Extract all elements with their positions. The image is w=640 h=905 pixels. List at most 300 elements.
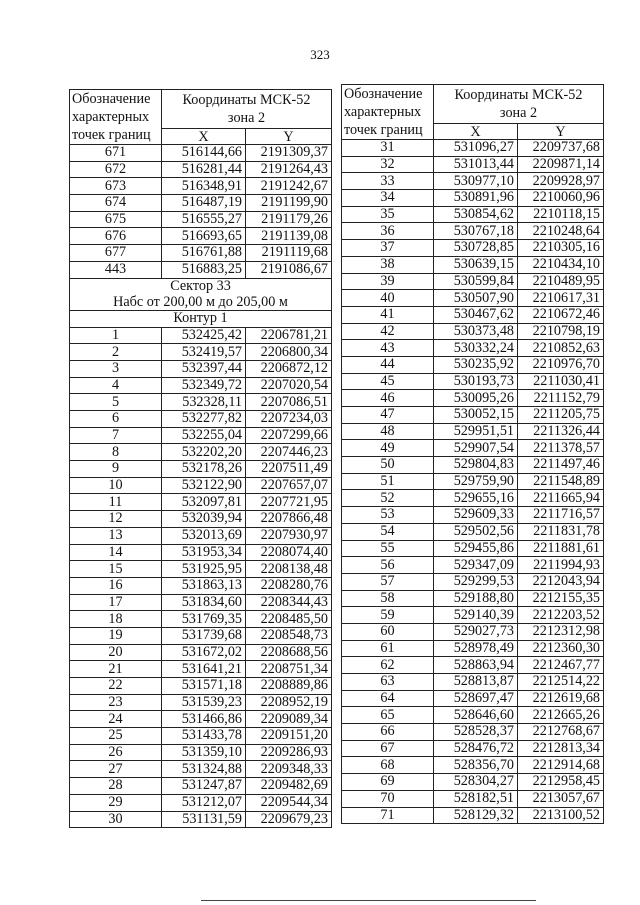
point-number: 59 [342, 607, 434, 624]
right-coordinates-table [341, 84, 604, 824]
point-number: 57 [342, 573, 434, 590]
table-row [70, 178, 332, 195]
table-row [342, 323, 604, 340]
point-number: 64 [342, 690, 434, 707]
x-coordinate: 516281,44 [162, 161, 246, 178]
point-number: 36 [342, 223, 434, 240]
table-row [70, 561, 332, 578]
point-number: 13 [70, 527, 162, 544]
point-number: 6 [70, 411, 162, 428]
point-number: 46 [342, 390, 434, 407]
table-row [70, 594, 332, 611]
point-number: 15 [70, 561, 162, 578]
coordinates-header: Координаты МСК-52 зона 2 [434, 85, 604, 124]
point-number: 68 [342, 757, 434, 774]
y-coordinate: 2211152,79 [518, 390, 604, 407]
point-number: 674 [70, 195, 162, 212]
x-coordinate: 532328,11 [162, 394, 246, 411]
point-number: 2 [70, 344, 162, 361]
table-row [70, 461, 332, 478]
x-coordinate: 531863,13 [162, 577, 246, 594]
x-coordinate: 528476,72 [434, 740, 518, 757]
point-number: 1 [70, 327, 162, 344]
x-coordinate: 531247,87 [162, 778, 246, 795]
point-number: 65 [342, 707, 434, 724]
table-row [342, 507, 604, 524]
x-coordinate: 531433,78 [162, 728, 246, 745]
y-coordinate: 2211205,75 [518, 407, 604, 424]
table-row [70, 678, 332, 695]
table-row [70, 661, 332, 678]
x-coordinate: 529907,54 [434, 440, 518, 457]
y-coordinate: 2191242,67 [246, 178, 332, 195]
y-coordinate: 2208280,76 [246, 577, 332, 594]
y-coordinate: 2191179,26 [246, 211, 332, 228]
table-row [342, 223, 604, 240]
table-row [342, 740, 604, 757]
point-number: 14 [70, 544, 162, 561]
y-coordinate: 2208344,43 [246, 594, 332, 611]
table-row [342, 640, 604, 657]
x-coordinate: 516487,19 [162, 195, 246, 212]
table-row [342, 340, 604, 357]
page-number: 323 [310, 47, 330, 62]
x-coordinate: 532178,26 [162, 461, 246, 478]
y-coordinate: 2210617,31 [518, 290, 604, 307]
table-row [70, 377, 332, 394]
y-coordinate: 2209737,68 [518, 140, 604, 157]
y-coordinate: 2211716,57 [518, 507, 604, 524]
table-row [342, 573, 604, 590]
table-row [342, 523, 604, 540]
table-row [70, 394, 332, 411]
x-coordinate: 528528,37 [434, 724, 518, 741]
y-coordinate: 2208138,48 [246, 561, 332, 578]
y-coordinate: 2209544,34 [246, 794, 332, 811]
x-coordinate: 531359,10 [162, 744, 246, 761]
point-number: 11 [70, 494, 162, 511]
x-coordinate: 532013,69 [162, 527, 246, 544]
table-row [70, 611, 332, 628]
point-number: 55 [342, 540, 434, 557]
table-row [342, 707, 604, 724]
table-row [342, 440, 604, 457]
table-row [70, 360, 332, 377]
y-coordinate: 2211030,41 [518, 373, 604, 390]
point-number: 39 [342, 273, 434, 290]
x-coordinate: 530977,10 [434, 173, 518, 190]
point-number: 69 [342, 774, 434, 791]
x-coordinate: 530193,73 [434, 373, 518, 390]
point-number: 47 [342, 407, 434, 424]
y-coordinate: 2206781,21 [246, 327, 332, 344]
nabs-range-label: Набс от 200,00 м до 205,00 м [70, 294, 332, 310]
table-row [70, 761, 332, 778]
y-coordinate: 2208548,73 [246, 627, 332, 644]
y-coordinate: 2209482,69 [246, 778, 332, 795]
point-number: 671 [70, 145, 162, 162]
y-column-header: Y [246, 129, 332, 145]
y-coordinate: 2212914,68 [518, 757, 604, 774]
y-coordinate: 2191086,67 [246, 261, 332, 278]
x-coordinate: 531131,59 [162, 811, 246, 828]
x-coordinate: 529951,51 [434, 423, 518, 440]
point-number: 43 [342, 340, 434, 357]
point-number: 40 [342, 290, 434, 307]
x-coordinate: 532349,72 [162, 377, 246, 394]
y-coordinate: 2212514,22 [518, 674, 604, 691]
x-coordinate: 516761,88 [162, 245, 246, 262]
point-number: 10 [70, 477, 162, 494]
table-row [70, 527, 332, 544]
point-number: 31 [342, 140, 434, 157]
point-number: 7 [70, 427, 162, 444]
x-coordinate: 532255,04 [162, 427, 246, 444]
table-row [342, 607, 604, 624]
y-coordinate: 2208688,56 [246, 644, 332, 661]
table-row [342, 457, 604, 474]
y-coordinate: 2212360,30 [518, 640, 604, 657]
x-coordinate: 528697,47 [434, 690, 518, 707]
y-coordinate: 2211548,89 [518, 473, 604, 490]
x-coordinate: 531925,95 [162, 561, 246, 578]
x-coordinate: 529759,90 [434, 473, 518, 490]
point-number: 21 [70, 661, 162, 678]
y-coordinate: 2191264,43 [246, 161, 332, 178]
point-number: 4 [70, 377, 162, 394]
table-row [70, 411, 332, 428]
x-coordinate: 531212,07 [162, 794, 246, 811]
table-row [70, 327, 332, 344]
point-number: 8 [70, 444, 162, 461]
table-row [70, 711, 332, 728]
point-number: 42 [342, 323, 434, 340]
x-coordinate: 532277,82 [162, 411, 246, 428]
y-coordinate: 2210976,70 [518, 356, 604, 373]
point-number: 17 [70, 594, 162, 611]
y-coordinate: 2213100,52 [518, 807, 604, 824]
table-row [342, 190, 604, 207]
point-number: 22 [70, 678, 162, 695]
table-row [70, 245, 332, 262]
x-coordinate: 529609,33 [434, 507, 518, 524]
x-coordinate: 528863,94 [434, 657, 518, 674]
table-row [342, 757, 604, 774]
y-coordinate: 2209286,93 [246, 744, 332, 761]
point-number: 673 [70, 178, 162, 195]
y-coordinate: 2212467,77 [518, 657, 604, 674]
x-coordinate: 516144,66 [162, 145, 246, 162]
x-coordinate: 529188,80 [434, 590, 518, 607]
x-coordinate: 531739,68 [162, 627, 246, 644]
x-coordinate: 530373,48 [434, 323, 518, 340]
y-coordinate: 2206800,34 [246, 344, 332, 361]
table-row [342, 273, 604, 290]
point-number: 5 [70, 394, 162, 411]
table-row [342, 256, 604, 273]
point-number: 52 [342, 490, 434, 507]
point-number: 66 [342, 724, 434, 741]
y-coordinate: 2212665,26 [518, 707, 604, 724]
x-coordinate: 530052,15 [434, 407, 518, 424]
table-row [342, 306, 604, 323]
y-coordinate: 2210060,96 [518, 190, 604, 207]
x-coordinate: 528129,32 [434, 807, 518, 824]
y-coordinate: 2210118,15 [518, 206, 604, 223]
table-row [342, 774, 604, 791]
x-coordinate: 531539,23 [162, 694, 246, 711]
point-number: 29 [70, 794, 162, 811]
table-row [70, 228, 332, 245]
x-coordinate: 531571,18 [162, 678, 246, 695]
x-coordinate: 531096,27 [434, 140, 518, 157]
y-coordinate: 2191139,08 [246, 228, 332, 245]
point-number: 71 [342, 807, 434, 824]
x-coordinate: 532122,90 [162, 477, 246, 494]
x-coordinate: 531466,86 [162, 711, 246, 728]
table-row [342, 674, 604, 691]
x-coordinate: 531672,02 [162, 644, 246, 661]
x-coordinate: 532039,94 [162, 511, 246, 528]
point-number: 3 [70, 360, 162, 377]
y-coordinate: 2191119,68 [246, 245, 332, 262]
x-coordinate: 516555,27 [162, 211, 246, 228]
point-number: 28 [70, 778, 162, 795]
table-row [342, 423, 604, 440]
point-number: 48 [342, 423, 434, 440]
point-number: 63 [342, 674, 434, 691]
table-row [342, 156, 604, 173]
x-coordinate: 530332,24 [434, 340, 518, 357]
x-coordinate: 530235,92 [434, 356, 518, 373]
point-number: 38 [342, 256, 434, 273]
y-coordinate: 2211665,94 [518, 490, 604, 507]
point-designation-header: Обозначение характерных точек границ [342, 85, 434, 140]
point-number: 67 [342, 740, 434, 757]
point-number: 61 [342, 640, 434, 657]
x-coordinate: 528646,60 [434, 707, 518, 724]
point-designation-header: Обозначение характерных точек границ [70, 90, 162, 145]
table-row [70, 261, 332, 278]
x-coordinate: 516348,91 [162, 178, 246, 195]
point-number: 45 [342, 373, 434, 390]
y-coordinate: 2209348,33 [246, 761, 332, 778]
y-coordinate: 2211994,93 [518, 557, 604, 574]
y-coordinate: 2191309,37 [246, 145, 332, 162]
y-coordinate: 2212203,52 [518, 607, 604, 624]
table-row [342, 206, 604, 223]
table-row [342, 690, 604, 707]
x-coordinate: 529804,83 [434, 457, 518, 474]
point-number: 58 [342, 590, 434, 607]
y-coordinate: 2212813,34 [518, 740, 604, 757]
table-row [70, 644, 332, 661]
x-coordinate: 532202,20 [162, 444, 246, 461]
y-coordinate: 2211881,61 [518, 540, 604, 557]
x-coordinate: 529347,09 [434, 557, 518, 574]
y-coordinate: 2207234,03 [246, 411, 332, 428]
y-coordinate: 2209928,97 [518, 173, 604, 190]
table-row [342, 407, 604, 424]
y-coordinate: 2210434,10 [518, 256, 604, 273]
table-row [70, 211, 332, 228]
point-number: 54 [342, 523, 434, 540]
point-number: 27 [70, 761, 162, 778]
x-coordinate: 529027,73 [434, 623, 518, 640]
point-number: 60 [342, 623, 434, 640]
x-coordinate: 531953,34 [162, 544, 246, 561]
contour-label: Контур 1 [70, 310, 332, 327]
y-coordinate: 2212043,94 [518, 573, 604, 590]
y-coordinate: 2211326,44 [518, 423, 604, 440]
y-coordinate: 2207086,51 [246, 394, 332, 411]
table-row [70, 477, 332, 494]
point-number: 12 [70, 511, 162, 528]
x-coordinate: 528356,70 [434, 757, 518, 774]
left-coordinates-table [69, 89, 332, 828]
y-coordinate: 2211497,46 [518, 457, 604, 474]
y-coordinate: 2191199,90 [246, 195, 332, 212]
table-row [70, 427, 332, 444]
x-coordinate: 532425,42 [162, 327, 246, 344]
x-coordinate: 530854,62 [434, 206, 518, 223]
table-row [70, 728, 332, 745]
y-coordinate: 2212619,68 [518, 690, 604, 707]
y-coordinate: 2208074,40 [246, 544, 332, 561]
y-coordinate: 2207930,97 [246, 527, 332, 544]
point-number: 30 [70, 811, 162, 828]
x-coordinate: 530599,84 [434, 273, 518, 290]
y-coordinate: 2210798,19 [518, 323, 604, 340]
x-column-header: X [434, 124, 518, 140]
point-number: 672 [70, 161, 162, 178]
point-number: 676 [70, 228, 162, 245]
table-row [342, 623, 604, 640]
point-number: 49 [342, 440, 434, 457]
x-column-header: X [162, 129, 246, 145]
y-coordinate: 2207446,23 [246, 444, 332, 461]
table-row [70, 577, 332, 594]
point-number: 18 [70, 611, 162, 628]
x-coordinate: 530507,90 [434, 290, 518, 307]
x-coordinate: 531641,21 [162, 661, 246, 678]
table-row [342, 790, 604, 807]
x-coordinate: 529655,16 [434, 490, 518, 507]
table-row [70, 627, 332, 644]
table-row [342, 657, 604, 674]
y-coordinate: 2207721,95 [246, 494, 332, 511]
x-coordinate: 530767,18 [434, 223, 518, 240]
y-coordinate: 2210852,63 [518, 340, 604, 357]
x-coordinate: 529502,56 [434, 523, 518, 540]
y-coordinate: 2213057,67 [518, 790, 604, 807]
table-row [70, 544, 332, 561]
table-row [342, 240, 604, 257]
y-coordinate: 2208485,50 [246, 611, 332, 628]
table-row [70, 344, 332, 361]
y-coordinate: 2212312,98 [518, 623, 604, 640]
y-coordinate: 2208751,34 [246, 661, 332, 678]
x-coordinate: 530891,96 [434, 190, 518, 207]
x-coordinate: 530639,15 [434, 256, 518, 273]
y-coordinate: 2210489,95 [518, 273, 604, 290]
x-coordinate: 532097,81 [162, 494, 246, 511]
y-coordinate: 2211831,78 [518, 523, 604, 540]
page-bottom-rule [201, 900, 536, 901]
table-row [342, 473, 604, 490]
y-coordinate: 2210672,46 [518, 306, 604, 323]
point-number: 677 [70, 245, 162, 262]
y-coordinate: 2206872,12 [246, 360, 332, 377]
x-coordinate: 531834,60 [162, 594, 246, 611]
x-coordinate: 531769,35 [162, 611, 246, 628]
x-coordinate: 528813,87 [434, 674, 518, 691]
x-coordinate: 531324,88 [162, 761, 246, 778]
point-number: 9 [70, 461, 162, 478]
point-number: 20 [70, 644, 162, 661]
y-coordinate: 2209679,23 [246, 811, 332, 828]
x-coordinate: 528182,51 [434, 790, 518, 807]
point-number: 19 [70, 627, 162, 644]
y-coordinate: 2212958,45 [518, 774, 604, 791]
point-number: 16 [70, 577, 162, 594]
y-coordinate: 2209871,14 [518, 156, 604, 173]
x-coordinate: 528304,27 [434, 774, 518, 791]
table-row [70, 794, 332, 811]
y-coordinate: 2208889,86 [246, 678, 332, 695]
table-row [70, 778, 332, 795]
x-coordinate: 532419,57 [162, 344, 246, 361]
point-number: 70 [342, 790, 434, 807]
y-coordinate: 2207511,49 [246, 461, 332, 478]
point-number: 53 [342, 507, 434, 524]
table-row [342, 557, 604, 574]
table-row [70, 161, 332, 178]
x-coordinate: 516693,65 [162, 228, 246, 245]
table-row [342, 490, 604, 507]
point-number: 35 [342, 206, 434, 223]
y-coordinate: 2210305,16 [518, 240, 604, 257]
table-row [342, 290, 604, 307]
table-row [342, 356, 604, 373]
point-number: 37 [342, 240, 434, 257]
point-number: 443 [70, 261, 162, 278]
table-row [342, 173, 604, 190]
y-coordinate: 2208952,19 [246, 694, 332, 711]
point-number: 32 [342, 156, 434, 173]
table-row [342, 390, 604, 407]
table-row [70, 195, 332, 212]
point-number: 33 [342, 173, 434, 190]
table-row [70, 494, 332, 511]
y-coordinate: 2210248,64 [518, 223, 604, 240]
y-coordinate: 2209151,20 [246, 728, 332, 745]
x-coordinate: 529455,86 [434, 540, 518, 557]
table-row [342, 590, 604, 607]
y-coordinate: 2209089,34 [246, 711, 332, 728]
y-coordinate: 2207657,07 [246, 477, 332, 494]
table-row [342, 140, 604, 157]
table-row [70, 694, 332, 711]
point-number: 44 [342, 356, 434, 373]
x-coordinate: 530728,85 [434, 240, 518, 257]
point-number: 62 [342, 657, 434, 674]
point-number: 56 [342, 557, 434, 574]
table-row [70, 744, 332, 761]
point-number: 41 [342, 306, 434, 323]
table-row [70, 444, 332, 461]
x-coordinate: 532397,44 [162, 360, 246, 377]
